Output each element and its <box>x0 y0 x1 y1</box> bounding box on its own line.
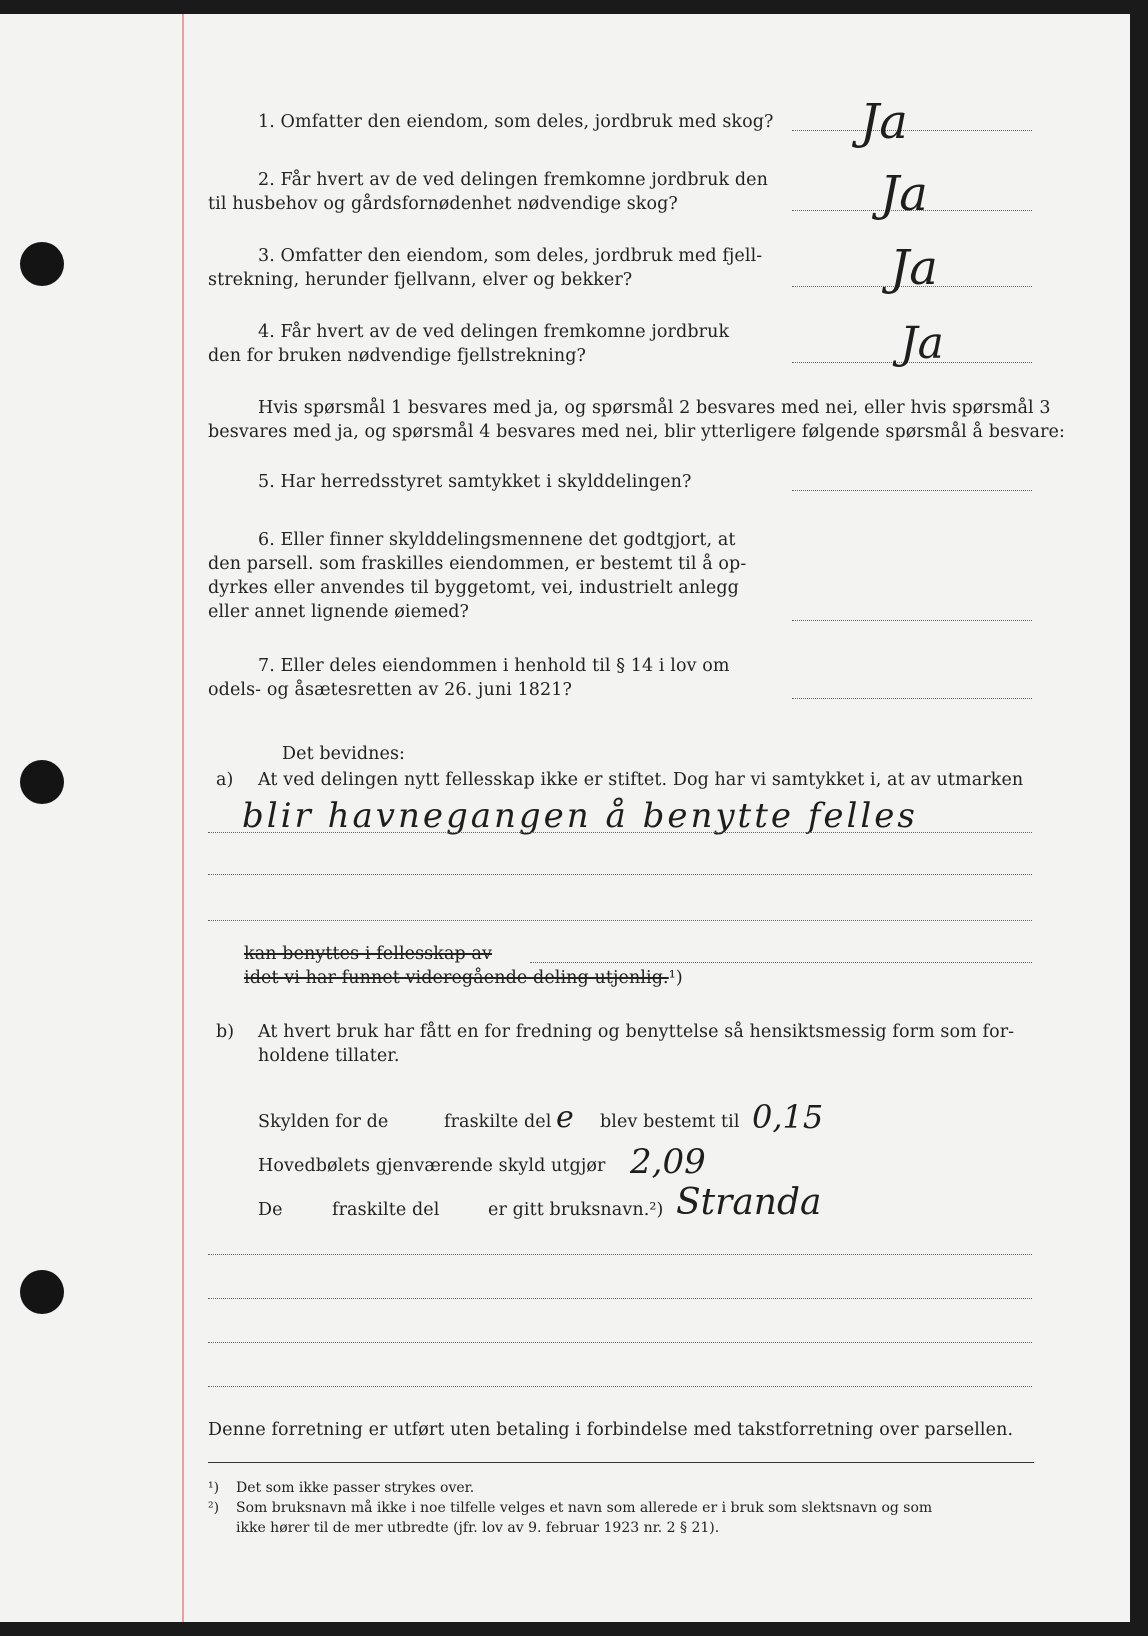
question-1-line-1: 1. Omfatter den eiendom, som deles, jordbruk med skog? <box>258 112 774 132</box>
closing-statement: Denne forretning er utført uten betaling i forbindelse med takstforretning over parsellen. <box>208 1420 1014 1440</box>
skyld-line-1-a: Skylden for de <box>258 1112 389 1132</box>
question-3-line-2: strekning, herunder fjellvann, elver og bekker? <box>208 270 633 290</box>
skyld-line-1-c: blev bestemt til <box>600 1112 740 1132</box>
section-a-line-2 <box>208 874 1032 875</box>
question-7-line-2: odels- og åsætesretten av 26. juni 1821? <box>208 680 572 700</box>
conditional-line-2: besvares med ja, og spørsmål 4 besvares med nei, blir ytterligere følgende spørsmål å besvare: <box>208 422 1065 442</box>
question-7-line-1: 7. Eller deles eiendommen i henhold til § 14 i lov om <box>258 656 730 676</box>
question-6-line-3: dyrkes eller anvendes til byggetomt, vei, industrielt anlegg <box>208 578 739 598</box>
question-6-line-1: 6. Eller finner skylddelingsmennene det godtgjort, at <box>258 530 736 550</box>
section-a-line-1 <box>208 832 1032 833</box>
section-b-text-2: holdene tillater. <box>258 1046 400 1066</box>
answer-line-7 <box>792 698 1032 699</box>
struck-text-2-wrap <box>244 968 683 988</box>
skyld-blank-line-3 <box>208 1342 1032 1343</box>
skyld-value-1-handwritten: 0,15 <box>752 1098 824 1136</box>
struck-text-2: idet vi har funnet videregående deling utjenlig. <box>244 968 669 988</box>
answer-line-6 <box>792 620 1032 621</box>
answer-1-handwritten: Ja <box>860 94 908 150</box>
question-2-line-2: til husbehov og gårdsfornødenhet nødvendige skog? <box>208 194 678 214</box>
answer-3-handwritten: Ja <box>890 240 938 296</box>
struck-text-2-suffix: ¹) <box>668 968 683 988</box>
section-a-text: At ved delingen nytt fellesskap ikke er stiftet. Dog har vi samtykket i, at av utmarken <box>258 770 1024 790</box>
skyld-blank-line-2 <box>208 1298 1032 1299</box>
section-a-marker: a) <box>216 770 234 790</box>
skyld-line-2: Hovedbølets gjenværende skyld utgjør <box>258 1156 606 1176</box>
skyld-blank-line-4 <box>208 1386 1032 1387</box>
punch-hole-middle <box>20 760 64 804</box>
answer-line-1 <box>792 130 1032 131</box>
question-2-line-1: 2. Får hvert av de ved delingen fremkomne jordbruk den <box>258 170 768 190</box>
document-page <box>0 14 1130 1622</box>
bruksnavn-handwritten: Stranda <box>676 1182 822 1223</box>
skyld-value-2-handwritten: 2,09 <box>630 1142 706 1182</box>
skyld-line-1-b: fraskilte del <box>444 1112 552 1132</box>
section-b-marker: b) <box>216 1022 235 1042</box>
punch-hole-top <box>20 242 64 286</box>
footnote-rule <box>208 1462 1034 1463</box>
question-6-line-2: den parsell. som fraskilles eiendommen, er bestemt til å op- <box>208 554 747 574</box>
question-4-line-1: 4. Får hvert av de ved delingen fremkomne jordbruk <box>258 322 730 342</box>
section-a-line-3 <box>208 920 1032 921</box>
question-3-line-1: 3. Omfatter den eiendom, som deles, jordbruk med fjell- <box>258 246 763 266</box>
conditional-line-1: Hvis spørsmål 1 besvares med ja, og spørsmål 2 besvares med nei, eller hvis spørsmål 3 <box>258 398 1051 418</box>
answer-line-5 <box>792 490 1032 491</box>
struck-text-1: kan benyttes i fellesskap av <box>244 944 492 964</box>
answer-2-handwritten: Ja <box>880 166 928 222</box>
footnote-2-text: Som bruksnavn må ikke i noe tilfelle velges et navn som allerede er i bruk som slektsnavn og som <box>236 1500 933 1516</box>
footnote-2-continued: ikke hører til de mer utbredte (jfr. lov av 9. februar 1923 nr. 2 § 21). <box>236 1520 720 1536</box>
question-6-line-4: eller annet lignende øiemed? <box>208 602 470 622</box>
skyld-line-1-handwritten-suffix: e <box>556 1100 574 1135</box>
answer-4-handwritten: Ja <box>900 318 944 369</box>
question-5-line-1: 5. Har herredsstyret samtykket i skylddelingen? <box>258 472 692 492</box>
skyld-line-3-a: De <box>258 1200 283 1220</box>
section-a-handwritten: blir havnegangen å benytte felles <box>242 796 918 836</box>
footnote-2-mark: ²) <box>208 1500 220 1516</box>
bevidnes-heading: Det bevidnes: <box>282 744 406 764</box>
skyld-line-3-c: er gitt bruksnavn.²) <box>488 1200 664 1220</box>
red-margin-line <box>182 14 184 1622</box>
footnote-1-text: Det som ikke passer strykes over. <box>236 1480 475 1496</box>
struck-line-1-fill <box>530 962 1032 963</box>
footnote-1-mark: ¹) <box>208 1480 220 1496</box>
skyld-line-3-b: fraskilte del <box>332 1200 440 1220</box>
question-4-line-2: den for bruken nødvendige fjellstrekning? <box>208 346 587 366</box>
skyld-blank-line-1 <box>208 1254 1032 1255</box>
punch-hole-bottom <box>20 1270 64 1314</box>
section-b-text-1: At hvert bruk har fått en for fredning og benyttelse så hensiktsmessig form som for- <box>258 1022 1015 1042</box>
